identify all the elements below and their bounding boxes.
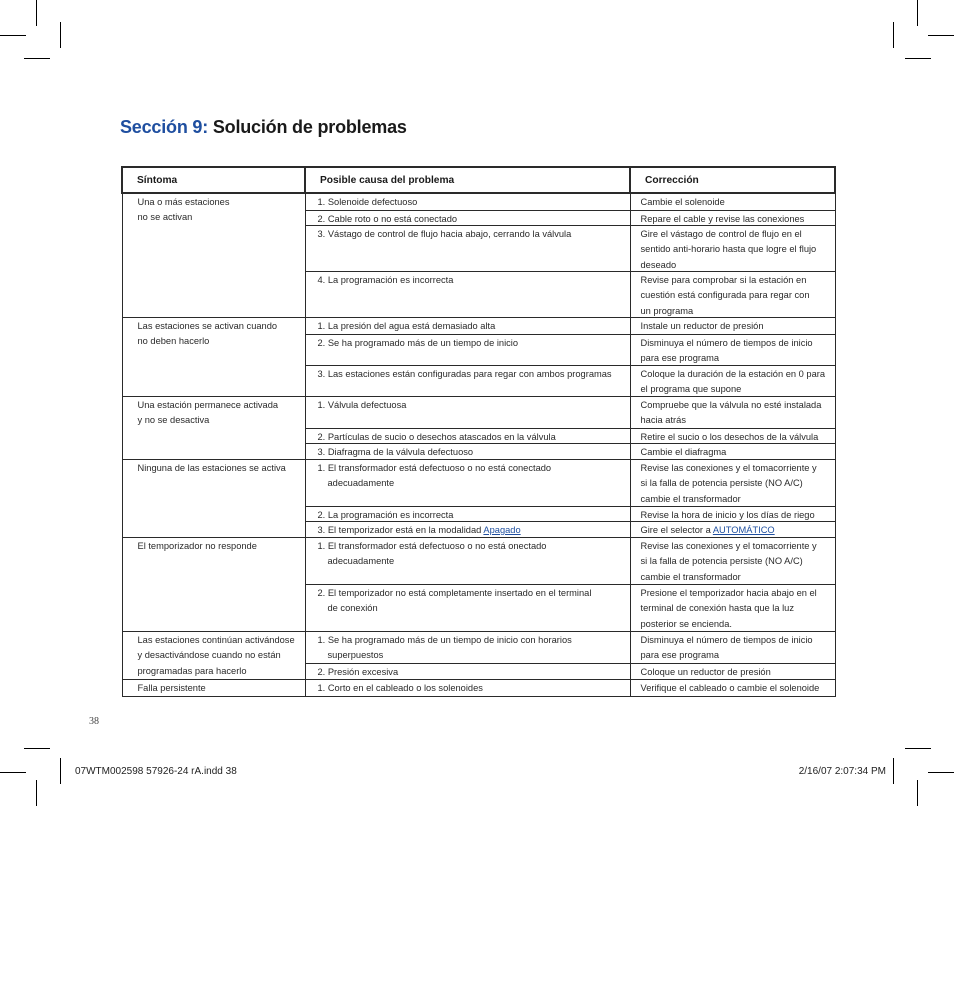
correction-item [631, 663, 835, 679]
correction-item [631, 506, 835, 521]
symptom-cell [122, 538, 305, 632]
correction-text: el programa que supone [640, 384, 742, 395]
correction-item [631, 680, 835, 695]
table-header-row [122, 167, 835, 193]
cause-text: 3. El temporizador está en la modalidad [317, 525, 484, 535]
correction-item [631, 271, 835, 317]
symptom-line: Falla persistente [137, 683, 206, 693]
cause-text: 2. Presión excesiva [317, 667, 399, 677]
cause-cell [305, 318, 630, 397]
correction-text: cuestión está configurada para regar con [640, 290, 810, 301]
correction-text: Revise para comprobar si la estación en [640, 275, 807, 285]
cause-item [306, 397, 630, 428]
cause-item [306, 210, 630, 225]
table-row [122, 397, 835, 460]
correction-text: hacia atrás [640, 415, 686, 426]
cause-text: 2. Partículas de sucio o desechos atascados en la válvula [317, 432, 556, 442]
correction-text: Cambie el solenoide [640, 197, 725, 207]
cause-text: 1. Válvula defectuosa [317, 400, 407, 410]
cause-item [306, 365, 630, 396]
cause-text: 3. Diafragma de la válvula defectuoso [317, 447, 474, 457]
table-row [122, 318, 835, 397]
cause-item [306, 194, 630, 210]
correction-text: cambie el transformador [640, 493, 741, 504]
symptom-line: Ninguna de las estaciones se activa [137, 463, 286, 473]
auto-mode-link[interactable]: AUTOMÁTICO [712, 525, 775, 535]
correction-item [631, 225, 835, 271]
correction-item [631, 397, 835, 428]
symptom-cell [122, 397, 305, 460]
crop-mark [917, 780, 918, 806]
crop-mark [893, 22, 894, 48]
cause-cell [305, 193, 630, 318]
correction-cell [630, 397, 835, 460]
correction-item [631, 365, 835, 396]
symptom-line: El temporizador no responde [137, 541, 257, 551]
crop-mark [36, 0, 37, 26]
cause-item [306, 584, 630, 631]
correction-text: Coloque la duración de la estación en 0 para [640, 369, 826, 379]
correction-cell [630, 460, 835, 538]
correction-item [631, 521, 835, 537]
correction-cell [630, 318, 835, 397]
crop-mark [928, 35, 954, 36]
cause-text: 3. Las estaciones están configuradas para regar con ambos programas [317, 369, 612, 379]
cause-item [306, 663, 630, 679]
crop-mark [0, 772, 26, 773]
correction-text: Cambie el diafragma [640, 447, 727, 457]
correction-cell [630, 680, 835, 697]
cause-text: de conexión [327, 603, 378, 614]
off-mode-link[interactable]: Apagado [483, 525, 521, 535]
correction-text: posterior se encienda. [640, 618, 732, 629]
correction-text: Repare el cable y revise las conexiones [640, 214, 805, 224]
crop-mark [0, 35, 26, 36]
correction-text: Gire el vástago de control de flujo en el [640, 229, 802, 239]
cause-item [306, 334, 630, 365]
cause-text: 3. Vástago de control de flujo hacia abajo, cerrando la válvula [317, 229, 572, 239]
correction-text: Coloque un reductor de presión [640, 667, 771, 677]
crop-mark [917, 0, 918, 26]
symptom-cell [122, 680, 305, 697]
symptom-line: y desactivándose cuando no están [137, 650, 281, 661]
correction-text: terminal de conexión hasta que la luz [640, 603, 794, 614]
correction-text: Disminuya el número de tiempos de inicio [640, 635, 813, 645]
correction-item [631, 584, 835, 631]
cause-text: 2. Se ha programado más de un tiempo de inicio [317, 338, 519, 348]
symptom-line: Una o más estaciones [137, 197, 230, 207]
cause-cell [305, 538, 630, 632]
cause-text: 1. Corto en el cableado o los solenoides [317, 683, 483, 693]
cause-text: adecuadamente [327, 478, 395, 489]
crop-mark [36, 780, 37, 806]
correction-text: para ese programa [640, 353, 720, 364]
cause-item [306, 538, 630, 584]
header-cause: Posible causa del problema [305, 167, 630, 193]
correction-text: Revise la hora de inicio y los días de riego [640, 510, 815, 520]
crop-mark [893, 758, 894, 784]
correction-text: deseado [640, 259, 677, 270]
correction-text: Instale un reductor de presión [640, 321, 764, 331]
troubleshooting-table [121, 166, 836, 697]
crop-mark [928, 772, 954, 773]
correction-item [631, 443, 835, 459]
symptom-cell [122, 632, 305, 680]
page-title [120, 117, 407, 138]
cause-text: superpuestos [327, 650, 384, 661]
correction-text: un programa [640, 305, 694, 316]
crop-mark [905, 748, 931, 749]
correction-text: Verifique el cableado o cambie el solenoide [640, 683, 820, 693]
cause-text: adecuadamente [327, 556, 395, 567]
correction-text: Disminuya el número de tiempos de inicio [640, 338, 813, 348]
footer-filename: 07WTM002598 57926-24 rA.indd 38 [75, 766, 237, 777]
cause-text: 2. La programación es incorrecta [317, 510, 454, 520]
footer-timestamp: 2/16/07 2:07:34 PM [798, 766, 886, 777]
cause-item [306, 506, 630, 521]
cause-item [306, 271, 630, 317]
correction-text: Revise las conexiones y el tomacorriente y [640, 463, 817, 473]
section-title: Solución de problemas [212, 117, 407, 137]
correction-cell [630, 538, 835, 632]
cause-text: 2. El temporizador no está completamente insertado en el terminal [317, 588, 592, 598]
cause-item [306, 632, 630, 663]
correction-cell [630, 632, 835, 680]
cause-item [306, 680, 630, 695]
correction-text: si la falla de potencia persiste (NO A/C) [640, 556, 803, 567]
cause-text: 1. La presión del agua está demasiado alta [317, 321, 496, 331]
correction-text: sentido anti-horario hasta que logre el flujo [640, 244, 817, 255]
symptom-cell [122, 318, 305, 397]
symptom-line: Las estaciones continúan activándose [137, 635, 295, 645]
correction-text: Gire el selector a [640, 525, 713, 535]
symptom-cell [122, 460, 305, 538]
cause-item [306, 225, 630, 271]
crop-mark [24, 58, 50, 59]
correction-text: Revise las conexiones y el tomacorriente y [640, 541, 817, 551]
correction-item [631, 210, 835, 225]
table-row [122, 680, 835, 697]
cause-item [306, 460, 630, 506]
correction-text: cambie el transformador [640, 571, 741, 582]
cause-item [306, 428, 630, 443]
cause-cell [305, 460, 630, 538]
correction-item [631, 632, 835, 663]
symptom-cell [122, 193, 305, 318]
correction-text: Compruebe que la válvula no esté instalada [640, 400, 822, 410]
cause-text: 1. Solenoide defectuoso [317, 197, 418, 207]
cause-text: 1. El transformador está defectuoso o no está onectado [317, 541, 547, 551]
symptom-line: programadas para hacerlo [137, 665, 247, 676]
correction-text: Presione el temporizador hacia abajo en el [640, 588, 817, 598]
cause-cell [305, 397, 630, 460]
cause-text: 1. Se ha programado más de un tiempo de inicio con horarios [317, 635, 572, 645]
correction-item [631, 194, 835, 210]
cause-text: 2. Cable roto o no está conectado [317, 214, 458, 224]
table-row [122, 460, 835, 538]
crop-mark [24, 748, 50, 749]
correction-text: si la falla de potencia persiste (NO A/C) [640, 478, 803, 489]
cause-item [306, 443, 630, 459]
correction-item [631, 428, 835, 443]
cause-text: 1. El transformador está defectuoso o no está conectado [317, 463, 552, 473]
correction-text: Retire el sucio o los desechos de la válvula [640, 432, 819, 442]
cause-cell [305, 632, 630, 680]
correction-item [631, 318, 835, 334]
correction-item [631, 538, 835, 584]
symptom-line: Las estaciones se activan cuando [137, 321, 278, 331]
page-number: 38 [89, 716, 99, 727]
symptom-line: no deben hacerlo [137, 336, 210, 347]
crop-mark [60, 758, 61, 784]
cause-cell [305, 680, 630, 697]
correction-item [631, 460, 835, 506]
table-row [122, 632, 835, 680]
cause-item [306, 521, 630, 537]
header-symptom: Síntoma [122, 167, 305, 193]
crop-mark [60, 22, 61, 48]
crop-mark [905, 58, 931, 59]
section-number: Sección 9: [120, 117, 209, 137]
symptom-line: y no se desactiva [137, 415, 210, 426]
correction-item [631, 334, 835, 365]
symptom-line: no se activan [137, 212, 193, 223]
cause-text: 4. La programación es incorrecta [317, 275, 454, 285]
header-correction: Corrección [630, 167, 835, 193]
table-row [122, 538, 835, 632]
cause-item [306, 318, 630, 334]
correction-cell [630, 193, 835, 318]
correction-text: para ese programa [640, 650, 720, 661]
symptom-line: Una estación permanece activada [137, 400, 279, 410]
table-row [122, 193, 835, 318]
